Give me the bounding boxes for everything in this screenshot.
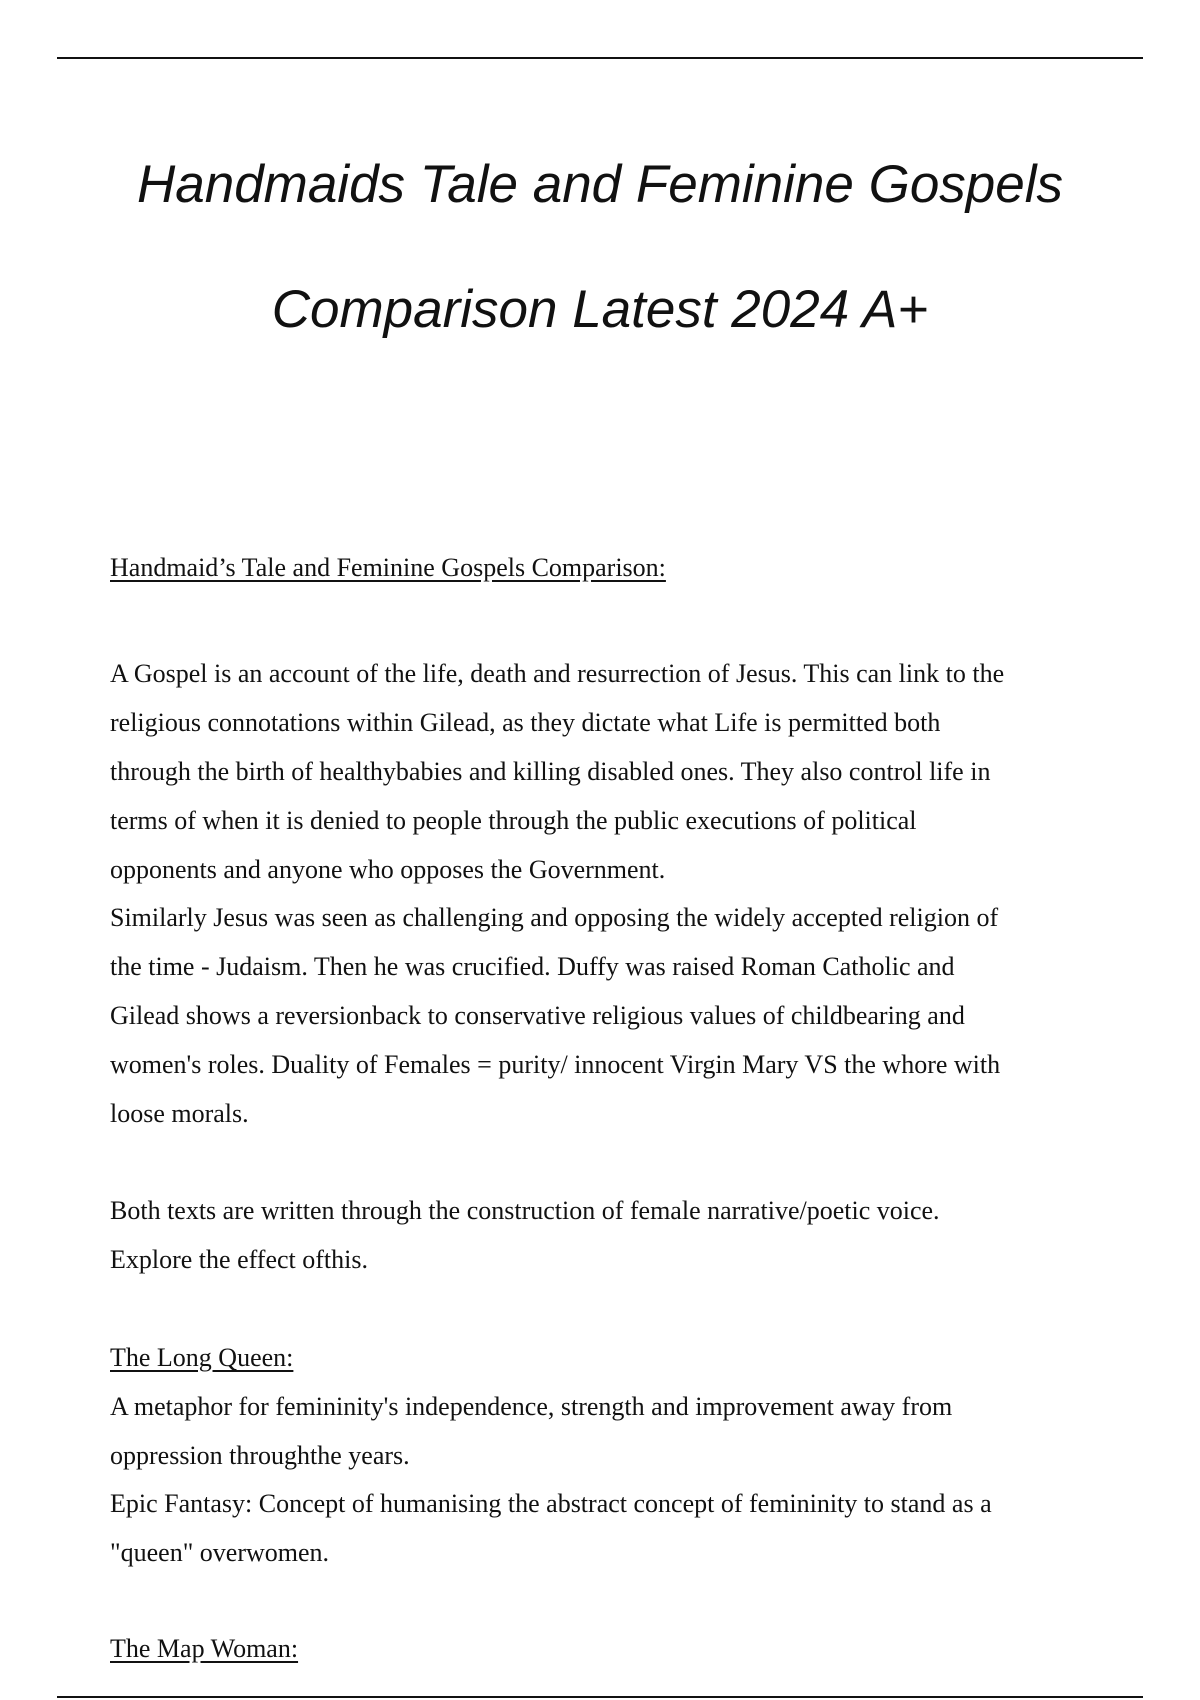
paragraph-line: Both texts are written through the construction of female narrative/poetic voice. — [110, 1196, 940, 1225]
paragraph-line: "queen" overwomen. — [110, 1538, 330, 1567]
paragraph-line: Explore the effect ofthis. — [110, 1245, 368, 1274]
paragraph-line: loose morals. — [110, 1099, 249, 1128]
paragraph-line: terms of when it is denied to people through the public executions of political — [110, 806, 917, 835]
paragraph-line: Gilead shows a reversionback to conservative religious values of childbearing and — [110, 1001, 965, 1030]
paragraph-line: opponents and anyone who opposes the Government. — [110, 855, 666, 884]
section-heading-map-woman: The Map Woman: — [110, 1634, 299, 1663]
bottom-rule — [57, 1696, 1143, 1698]
paragraph-line: women's roles. Duality of Females = purity/ innocent Virgin Mary VS the whore with — [110, 1050, 1001, 1079]
paragraph-line: religious connotations within Gilead, as they dictate what Life is permitted both — [110, 708, 941, 737]
section-heading-comparison: Handmaid’s Tale and Feminine Gospels Comparison: — [110, 553, 666, 582]
section-heading-long-queen: The Long Queen: — [110, 1343, 294, 1372]
paragraph-line: Epic Fantasy: Concept of humanising the abstract concept of femininity to stand as a — [110, 1489, 992, 1518]
paragraph-line: oppression throughthe years. — [110, 1441, 410, 1470]
top-rule — [57, 57, 1143, 59]
document-title-line1: Handmaids Tale and Feminine Gospels — [136, 155, 1064, 214]
paragraph-line: through the birth of healthybabies and killing disabled ones. They also control life in — [110, 757, 991, 786]
paragraph-line: the time - Judaism. Then he was crucified. Duffy was raised Roman Catholic and — [110, 952, 955, 981]
paragraph-line: A Gospel is an account of the life, death and resurrection of Jesus. This can link to the — [110, 659, 1005, 688]
paragraph-line: Similarly Jesus was seen as challenging and opposing the widely accepted religion of — [110, 903, 999, 932]
paragraph-line: A metaphor for femininity's independence, strength and improvement away from — [110, 1392, 953, 1421]
document-title-line2: Comparison Latest 2024 A+ — [271, 280, 929, 339]
